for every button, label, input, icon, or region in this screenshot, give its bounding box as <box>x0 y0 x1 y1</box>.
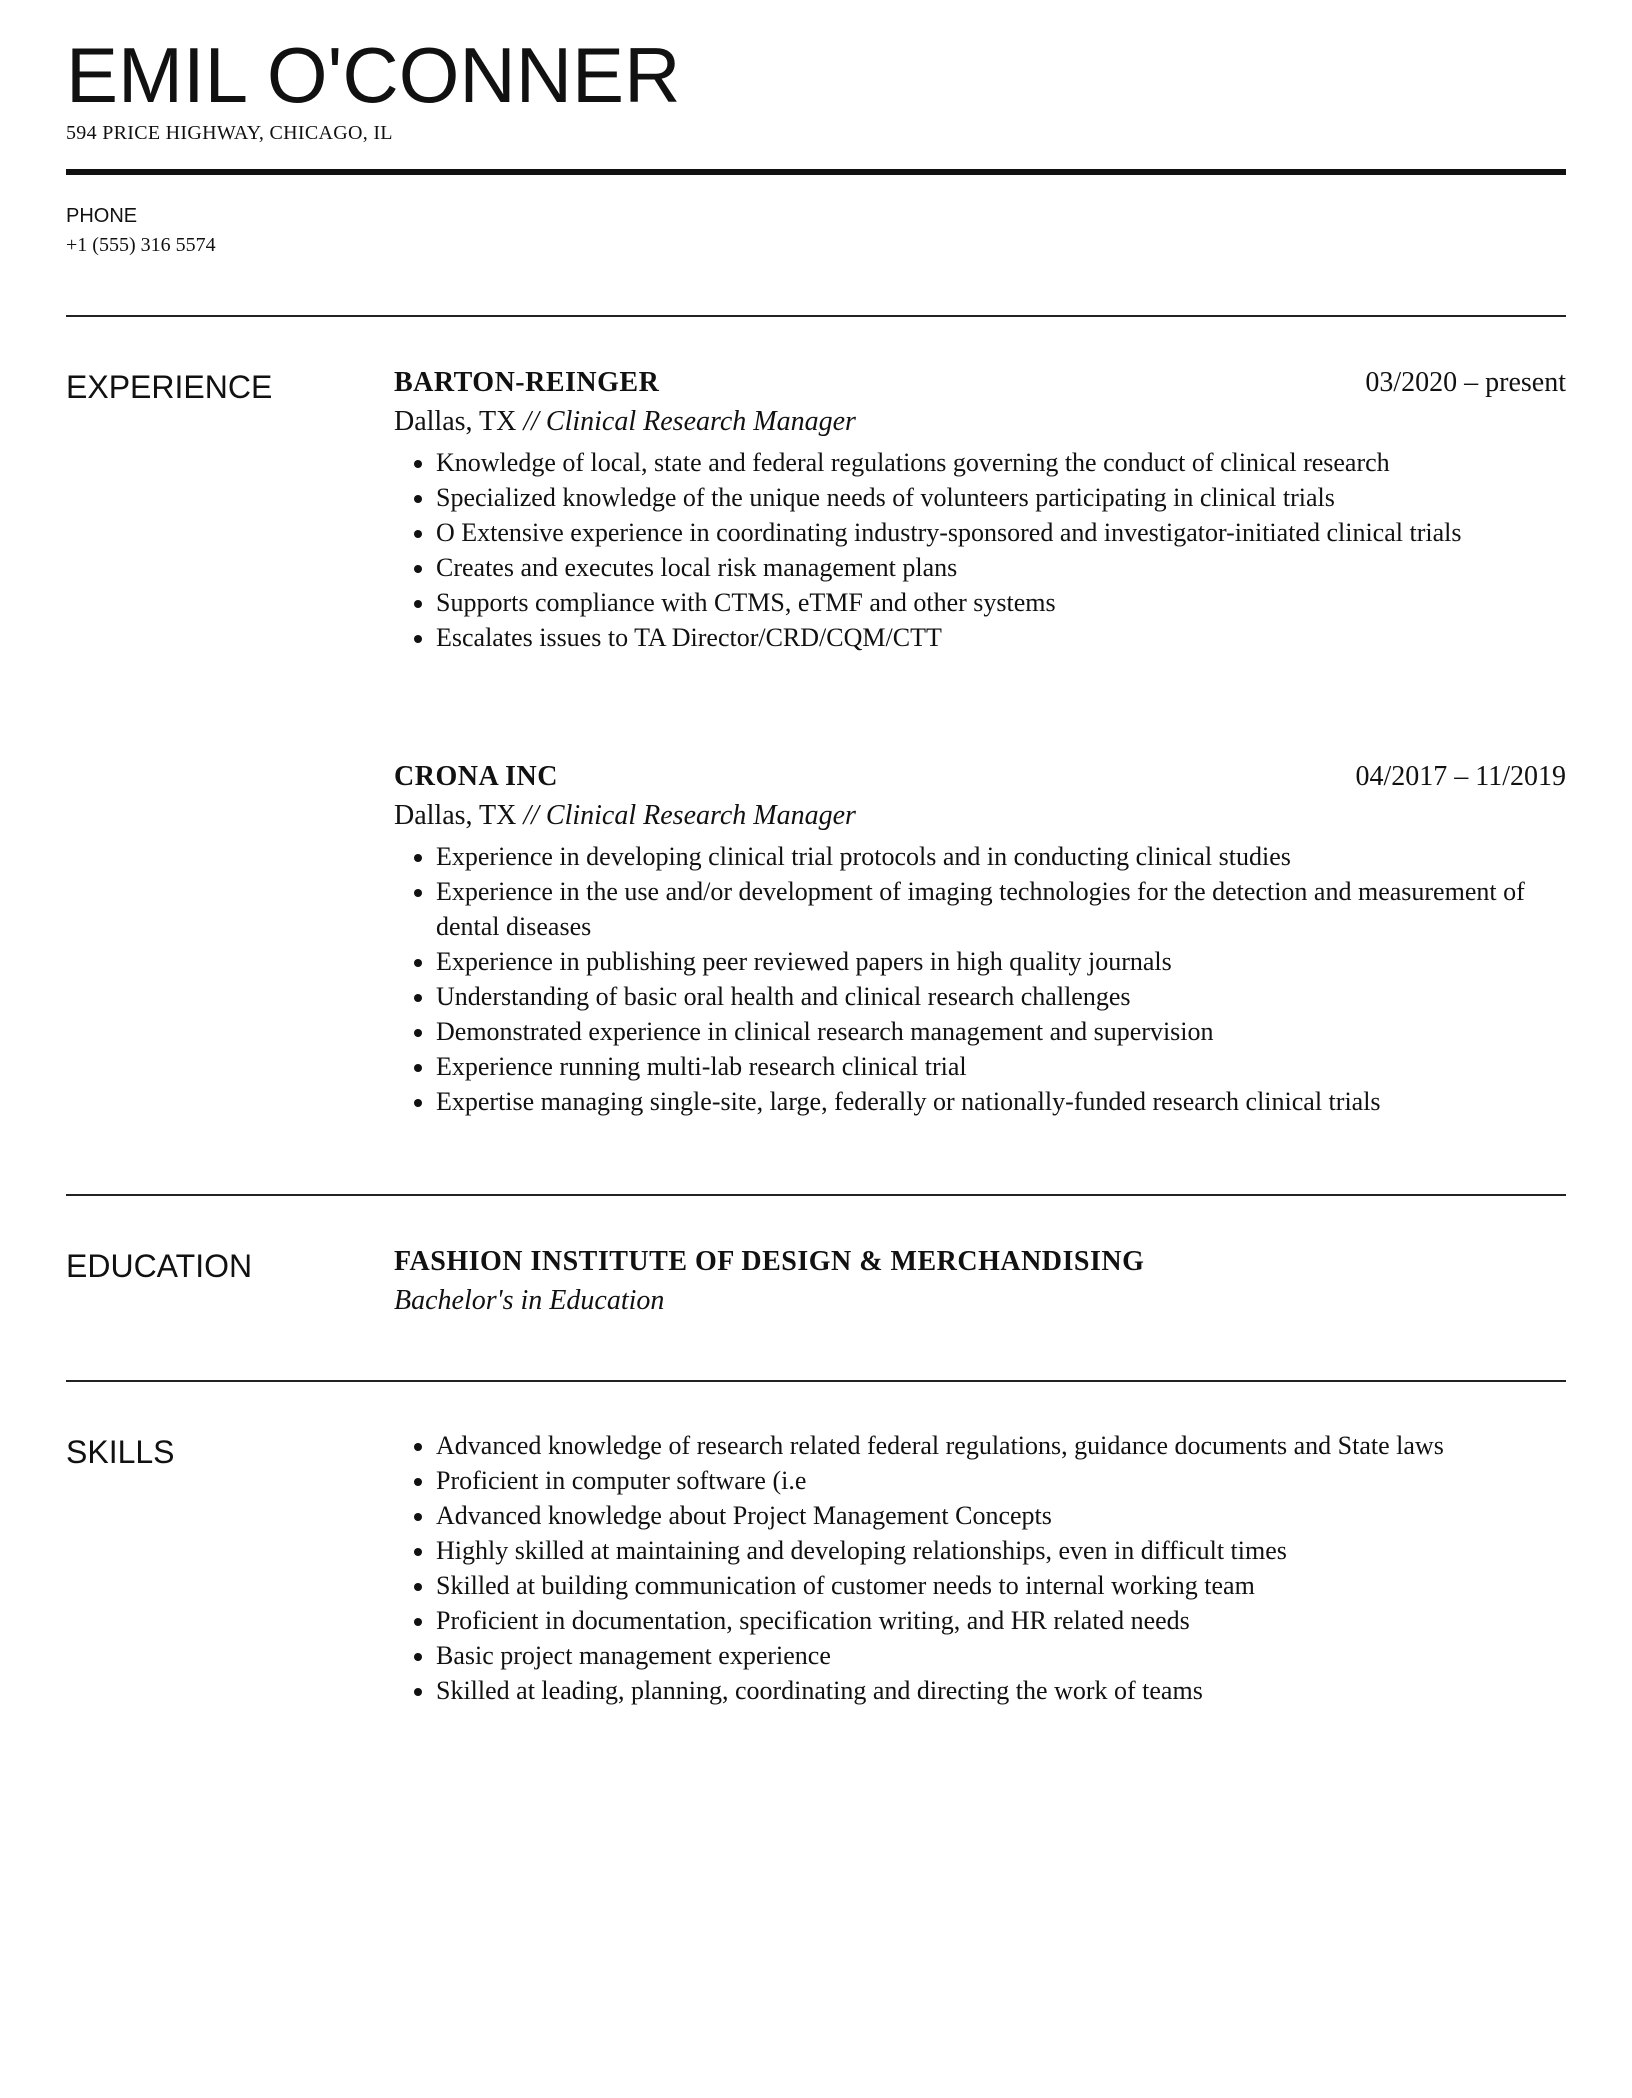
job-location: Dallas, TX <box>394 406 517 437</box>
list-item: • Highly skilled at maintaining and developing relationships, even in difficult times <box>436 1533 1566 1568</box>
list-item: • Experience running multi-lab research clinical trial <box>436 1049 1566 1084</box>
job-bullets <box>394 839 1566 1119</box>
list-item: • Experience in publishing peer reviewed papers in high quality journals <box>436 944 1566 979</box>
header-divider <box>66 169 1566 175</box>
list-item: • Understanding of basic oral health and clinical research challenges <box>436 979 1566 1014</box>
job-location-role <box>394 403 1566 441</box>
list-item: • Specialized knowledge of the unique needs of volunteers participating in clinical trials <box>436 480 1566 515</box>
list-item: • Skilled at leading, planning, coordinating and directing the work of teams <box>436 1673 1566 1708</box>
job-bullets <box>394 445 1566 655</box>
job-role: Clinical Research Manager <box>545 406 856 437</box>
phone-number: +1 (555) 316 5574 <box>66 234 216 256</box>
job-entry <box>394 757 1566 1119</box>
section-divider-education <box>66 1194 1566 1196</box>
education-degree: Bachelor's in Education <box>394 1285 665 1316</box>
candidate-name: EMIL O'CONNER <box>66 31 681 119</box>
education-school: FASHION INSTITUTE OF DESIGN & MERCHANDISING <box>394 1246 1145 1277</box>
skills-content <box>394 1428 1566 1708</box>
job-separator: // <box>516 800 546 831</box>
list-item: • Basic project management experience <box>436 1638 1566 1673</box>
list-item: • Proficient in documentation, specification writing, and HR related needs <box>436 1603 1566 1638</box>
job-company: BARTON-REINGER <box>394 367 660 398</box>
job-dates: 03/2020 – present <box>1365 367 1566 398</box>
list-item: • Expertise managing single-site, large, federally or nationally-funded research clinical trials <box>436 1084 1566 1119</box>
list-item: • Knowledge of local, state and federal regulations governing the conduct of clinical research <box>436 445 1566 480</box>
skills-list <box>394 1428 1566 1708</box>
job-location: Dallas, TX <box>394 800 517 831</box>
education-heading: EDUCATION <box>66 1248 253 1284</box>
section-divider-skills <box>66 1380 1566 1382</box>
list-item: • Experience in the use and/or development of imaging technologies for the detection and measurement of dental diseases <box>436 874 1566 944</box>
education-content <box>394 1242 1566 1320</box>
list-item: • Proficient in computer software (i.e <box>436 1463 1566 1498</box>
list-item: • Demonstrated experience in clinical research management and supervision <box>436 1014 1566 1049</box>
list-item: • Experience in developing clinical trial protocols and in conducting clinical studies <box>436 839 1566 874</box>
job-separator: // <box>516 406 546 437</box>
job-dates: 04/2017 – 11/2019 <box>1355 761 1566 792</box>
job-role: Clinical Research Manager <box>545 800 856 831</box>
skills-heading: SKILLS <box>66 1434 175 1470</box>
list-item: • Advanced knowledge about Project Management Concepts <box>436 1498 1566 1533</box>
job-entry <box>394 363 1566 655</box>
list-item: • Escalates issues to TA Director/CRD/CQM/CTT <box>436 620 1566 655</box>
job-company: CRONA INC <box>394 761 558 792</box>
list-item: • O Extensive experience in coordinating industry-sponsored and investigator-initiated clinical trials <box>436 515 1566 550</box>
phone-label: PHONE <box>66 205 138 227</box>
experience-heading: EXPERIENCE <box>66 369 273 405</box>
candidate-address: 594 PRICE HIGHWAY, CHICAGO, IL <box>66 122 393 144</box>
list-item: • Advanced knowledge of research related federal regulations, guidance documents and State laws <box>436 1428 1566 1463</box>
list-item: • Skilled at building communication of customer needs to internal working team <box>436 1568 1566 1603</box>
job-location-role <box>394 797 1566 835</box>
list-item: • Supports compliance with CTMS, eTMF and other systems <box>436 585 1566 620</box>
section-divider-experience <box>66 315 1566 317</box>
list-item: • Creates and executes local risk management plans <box>436 550 1566 585</box>
